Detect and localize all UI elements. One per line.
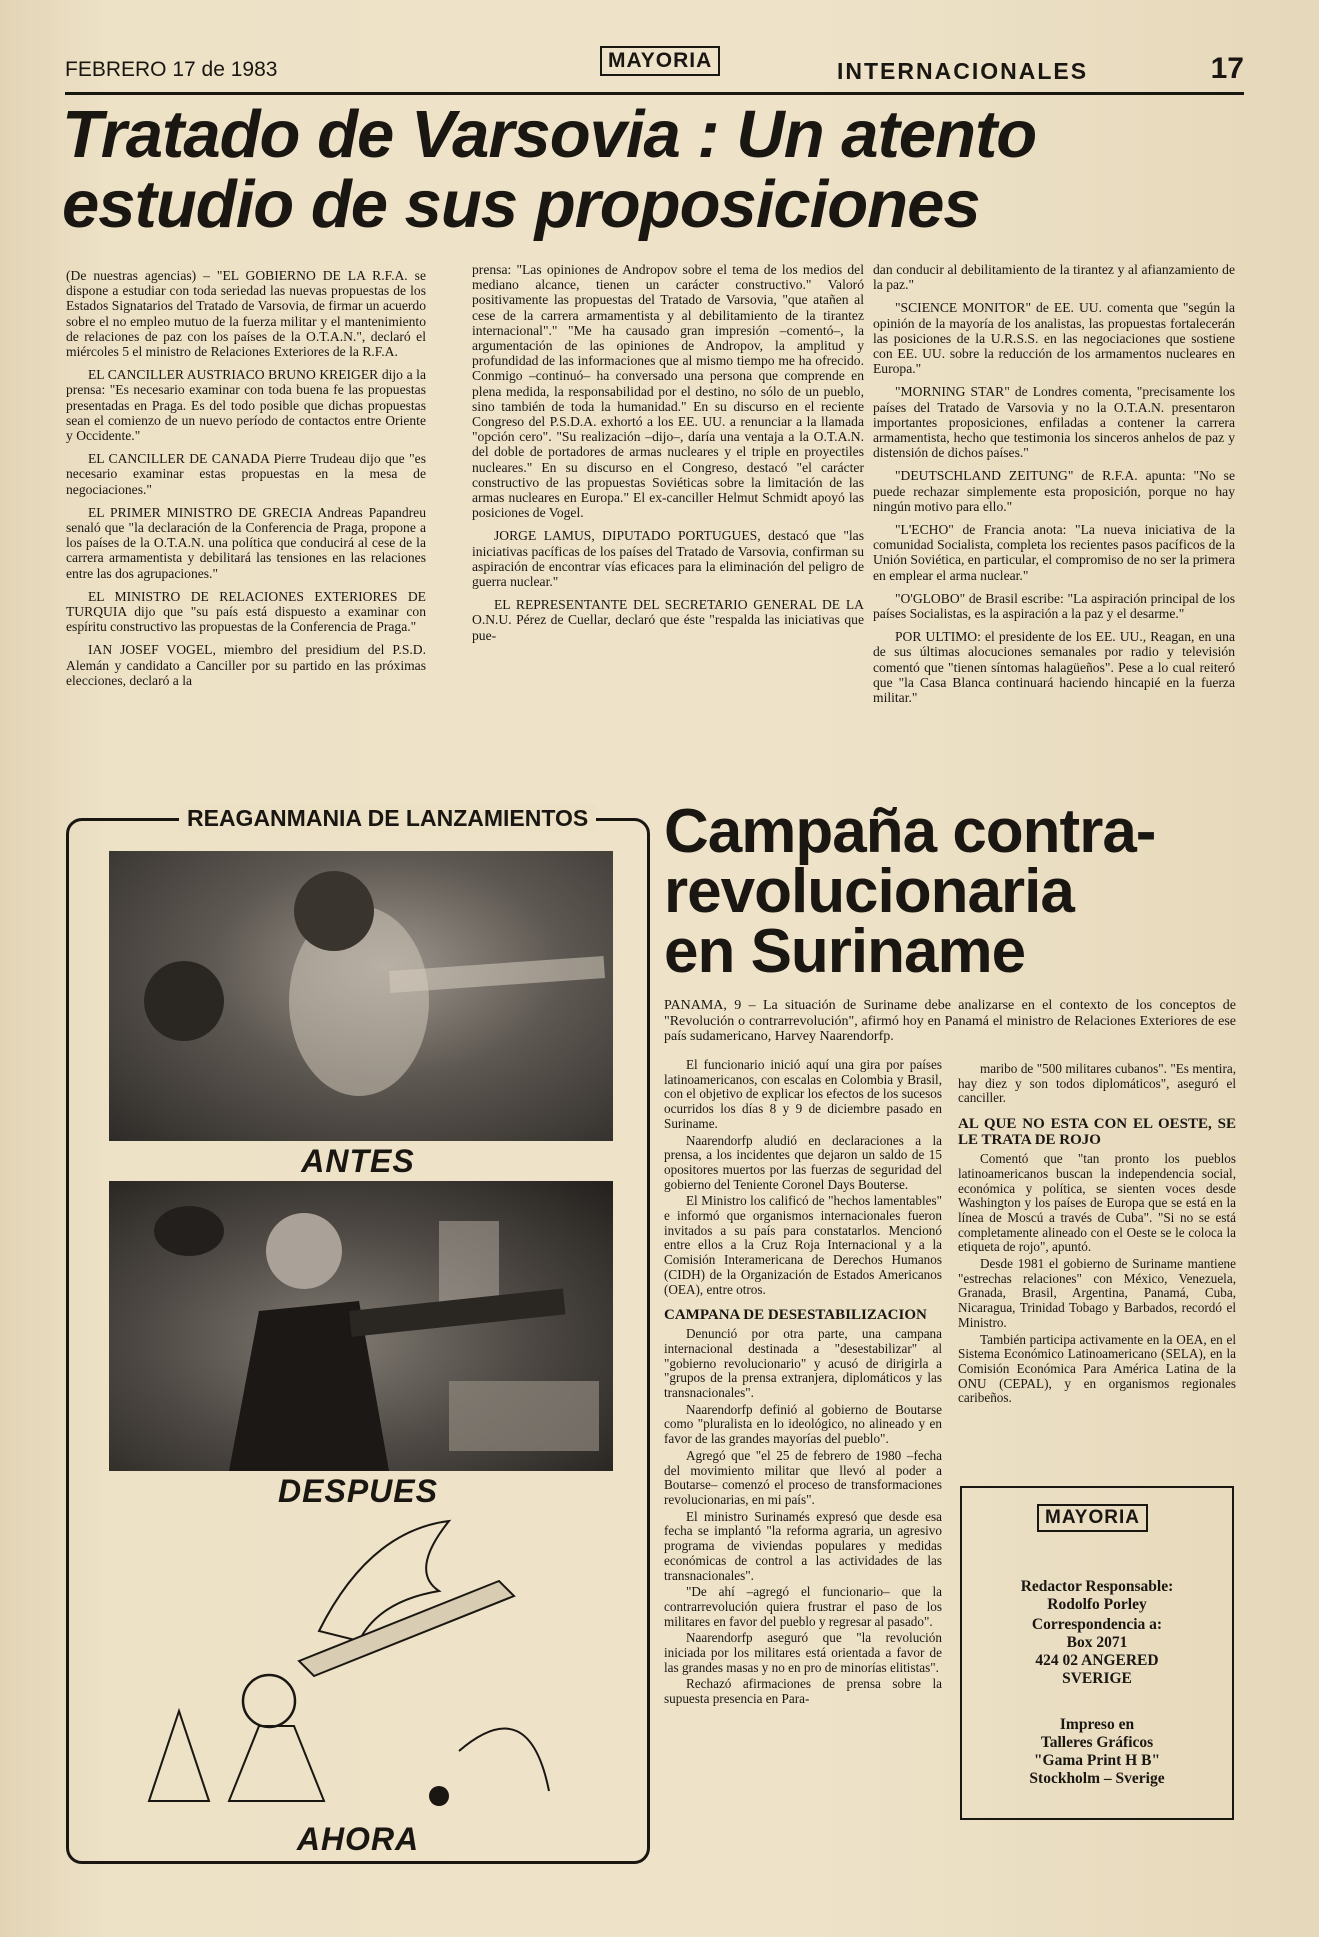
paragraph: EL REPRESENTANTE DEL SECRETARIO GENERAL DE LA O.N.U. Pérez de Cuellar, declaró que éste "respalda las iniciativas que pue-: [472, 597, 864, 643]
paragraph: "O'GLOBO" de Brasil escribe: "La aspiración principal de los países Socialistas, es la aspiración a la paz y el desarme.": [873, 590, 1235, 622]
paragraph: dan conducir al debilitamiento de la tirantez y al afianzamiento de la paz.": [873, 262, 1235, 293]
article2-column-2: [958, 1062, 1236, 1408]
masthead-line: Rodolfo Porley: [1047, 1596, 1147, 1613]
paragraph: Agregó que "el 25 de febrero de 1980 –fecha del movimiento militar que llevó al poder a Boutarse– comenzó el proceso de transformaciones revolucionarias, en mi país".: [664, 1447, 942, 1507]
paragraph: Desde 1981 el gobierno de Suriname mantiene "estrechas relaciones" con México, Venezuela, Granada, Brasil, Argentina, Panamá, Cuba, Nicaragua, Trinidad Tobago y Barbados, recordó el Ministro.: [958, 1256, 1236, 1330]
article2-lede: PANAMA, 9 – La situación de Suriname debe analizarse en el contexto de los conceptos de "Revolución o contrarrevolución", afirmó hoy en Panamá el ministro de Relaciones Exteriores de ese país sudamericano, Harvey Naarendorfp.: [664, 998, 1236, 1044]
reagan-missile-cartoon: [109, 1511, 613, 1811]
cartoon-ahora: [109, 1511, 613, 1811]
paragraph: "De ahí –agregó el funcionario– que la contrarrevolución quiera frustrar el paso de los militares en favor del pueblo y regresar al pasado".: [664, 1584, 942, 1629]
caption-ahora: AHORA: [296, 1821, 420, 1857]
masthead-line: SVERIGE: [1062, 1670, 1132, 1687]
subheading: AL QUE NO ESTA CON EL OESTE, SE LE TRATA DE ROJO: [958, 1116, 1236, 1149]
paragraph: También participa activamente en la OEA, en el Sistema Económico Latinoamericano (SELA), en la Comisión Económica Para América Latina de la ONU (CEPAL), y en organismos regionales caribeños.: [958, 1331, 1236, 1406]
article2-column-1: [664, 1058, 942, 1709]
paragraph: El Ministro los calificó de "hechos lamentables" e informó que organismos internacionales fueron invitados a su país para constatarlos. Mencionó entre ellos a la Cruz Roja Internacional y a la Comisión Interamericana de Derechos Humanos (CIDH) de la Organización de Estados Americanos (OEA), entre otros.: [664, 1193, 942, 1297]
masthead-line: Impreso en: [1059, 1716, 1135, 1733]
caption-antes: ANTES: [301, 1143, 415, 1179]
paragraph: prensa: "Las opiniones de Andropov sobre el tema de los medios del mediano alcance, tienen un carácter constructivo." Valoró positivamente las propuestas del Tratado de Varsovia, "que atañen al cese de la carrera armamentista y al debilitamiento de la tirantez internacional"." "Me ha causado gran impresión –comentó–, la argumentación de las opiniones de Andropov, la amplitud y profundidad de las informaciones que al mismo tiempo me ha ofrecido. Conmigo –continuó– ha conversado una persona que comprende en plena medida, la responsabilidad por el destino, no sólo de un pueblo, sino también de toda la humanidad." En su discurso en el reciente Congreso del P.S.D.A. exhortó a los EE. UU. a renunciar a la llamada "opción cero". "Su realización –dijo–, daría una ventaja a la O.T.A.N. del doble de portadores de armas nucleares y el triple en proyectiles nucleares." En su discurso en el Congreso, destacó "el carácter constructivo de las propuestas Soviéticas sobre la limitación de las armas nucleares en Europa." El ex-canciller Helmut Schmidt apoyó las posiciones de Vogel.: [472, 262, 864, 521]
paragraph: EL CANCILLER AUSTRIACO BRUNO KREIGER dijo a la prensa: "Es necesario examinar con toda buena fe las propuestas presentadas en Praga. Es del todo posible que dichas propuestas sean el comienzo de un nuevo período de contactos entre Oriente y Occidente.": [66, 367, 426, 444]
paragraph: El funcionario inició aquí una gira por países latinoamericanos, con escalas en Colombia y Brasil, con el objetivo de explicar los efectos de los sucesos ocurridos los días 8 y 9 de diciembre pasado en Suriname.: [664, 1057, 942, 1131]
paragraph: Naarendorfp definió al gobierno de Boutarse como "pluralista en lo ideológico, no alineado y en favor de las grandes mayorías del pueblo".: [664, 1401, 942, 1447]
paragraph: maribo de "500 militares cubanos". "Es mentira, hay diez y son todos diplomáticos", aseguró el canciller.: [958, 1061, 1236, 1106]
article1-column-3: [873, 262, 1235, 713]
masthead-logo: MAYORIA: [1037, 1504, 1148, 1532]
article1-headline: [62, 97, 1242, 242]
issue-date: FEBRERO 17 de 1983: [65, 58, 278, 81]
man-in-suit-image: [109, 1181, 613, 1471]
page-header: [65, 49, 1244, 95]
masthead-line: Talleres Gráficos: [1040, 1734, 1154, 1751]
masthead-line: Correspondencia a:: [1031, 1616, 1163, 1633]
headline-line: Tratado de Varsovia : Un atento: [62, 97, 1037, 172]
paragraph: "SCIENCE MONITOR" de EE. UU. comenta que "según la opinión de la mayoría de los analistas, las propuestas fortalecerán las posiciones de la U.R.S.S. en las negociaciones que sostiene con EE. UU. sobre la reducción de los armamentos nucleares en Europa.": [873, 300, 1235, 377]
headline-line: estudio de sus proposiciones: [62, 167, 980, 242]
headline-line: revolucionaria: [664, 857, 1074, 926]
paragraph: "DEUTSCHLAND ZEITUNG" de R.F.A. apunta: "No se puede rechazar simplemente esta proposición, porque no hay ningún motivo para ello.": [873, 468, 1235, 514]
paragraph: POR ULTIMO: el presidente de los EE. UU., Reagan, en una de sus últimas alocuciones semanales por radio y televisión comentó que "tienen síntomas halagüeños". Pese a lo cual reiteró que "la Casa Blanca continuará haciendo hincapié en la fuerza militar.": [873, 629, 1235, 706]
article1-column-1: [66, 268, 426, 696]
subheading: CAMPANA DE DESESTABILIZACION: [664, 1307, 927, 1324]
paragraph: EL CANCILLER DE CANADA Pierre Trudeau dijo que "es necesario examinar estas propuestas en la mesa de negociaciones.": [66, 451, 426, 497]
paragraph: "MORNING STAR" de Londres comenta, "precisamente los países del Tratado de Varsovia y no la O.T.A.N. presentaron importantes proposiciones, enfiladas a contener la carrera armamentista, hecho que testimonia los sinceros anhelos de paz y distensión de dichos países.": [873, 384, 1235, 461]
headline-line: Campaña contra-: [664, 797, 1156, 866]
paragraph: El ministro Surinamés expresó que desde esa fecha se implantó "la reforma agraria, un agresivo programa de viviendas populares y medidas económicas de control a las actividades de las transnacionales".: [664, 1508, 942, 1583]
caption-despues: DESPUES: [278, 1473, 438, 1509]
photo-antes: [109, 851, 613, 1141]
article1-column-2: [472, 262, 864, 651]
masthead-line: Redactor Responsable:: [1020, 1578, 1174, 1595]
masthead-line: Stockholm – Sverige: [1029, 1770, 1165, 1787]
paragraph: Comentó que "tan pronto los pueblos latinoamericanos buscan la independencia social, económica y política, se sienten voces desde Washington y los países de Europa que se está en la línea de Moscú a través de Cuba". "Si no se está completamente alineado con el Oeste se le coloca la etiqueta de rojo", apuntó.: [958, 1151, 1236, 1255]
reaganmania-box: [66, 805, 650, 1864]
paragraph: IAN JOSEF VOGEL, miembro del presidium del P.S.D. Alemán y candidato a Canciller por su partido en las próximas elecciones, declaró a la: [66, 642, 426, 688]
box-title: REAGANMANIA DE LANZAMIENTOS: [179, 805, 596, 832]
masthead-line: Box 2071: [1066, 1634, 1128, 1651]
athlete-silhouette-image: [109, 851, 613, 1141]
paragraph: Denunció por otra parte, una campana internacional destinada a "desestabilizar" al "gobierno revolucionario" y acusó de dirigirla a "grupos de la prensa extranjera, diplomáticos y las transnacionales".: [664, 1326, 942, 1401]
masthead-line: 424 02 ANGERED: [1035, 1652, 1159, 1669]
paragraph: EL MINISTRO DE RELACIONES EXTERIORES DE TURQUIA dijo que "su país está dispuesto a examinar con espíritu constructivo las propuestas de la Conferencia de Praga.": [66, 588, 426, 635]
section-title: INTERNACIONALES: [837, 58, 1089, 84]
paragraph: (De nuestras agencias) – "EL GOBIERNO DE LA R.F.A. se dispone a estudiar con toda seriedad las nuevas propuestas de los Estados Signatarios del Tratado de Varsovia, de firmar un acuerdo sobre el no empleo mutuo de la fuerza militar y el mantenimiento de relaciones de paz con los países de la O.T.A.N.", declaró el miércoles 5 el ministro de Relaciones Exteriores de la R.F.A.: [66, 268, 426, 360]
page-number: 17: [1210, 52, 1244, 85]
paragraph: Naarendorfp aseguró que "la revolución iniciada por los militares está orientada a favor de las grandes masas y no en pro de minorías elitistas".: [664, 1630, 942, 1675]
photo-despues: [109, 1181, 613, 1471]
masthead-line: "Gama Print H B": [1033, 1752, 1161, 1769]
paragraph: Naarendorfp aludió en declaraciones a la prensa, a los incidentes que dejaron un saldo de 15 opositores muertos por las fuerzas de seguridad del gobierno del Teniente Coronel Days Bouterse.: [664, 1132, 942, 1192]
paragraph: JORGE LAMUS, DIPUTADO PORTUGUES, destacó que "las iniciativas pacíficas de los países del Tratado de Varsovia, confirman su aspiración de encontrar vías eficaces para la eliminación del peligro de guerra nuclear.": [472, 528, 864, 590]
headline-line: en Suriname: [664, 917, 1026, 986]
paragraph: Rechazó afirmaciones de prensa sobre la supuesta presencia en Para-: [664, 1676, 942, 1707]
paragraph: "L'ECHO" de Francia anota: "La nueva iniciativa de la comunidad Socialista, completa los recientes pasos pacíficos de la Unión Soviética, en particular, el compromiso de no ser la primera en emplear el arma nuclear.": [873, 522, 1235, 583]
article2-headline: [664, 797, 1264, 986]
newspaper-logo: MAYORIA: [600, 46, 720, 76]
paragraph: EL PRIMER MINISTRO DE GRECIA Andreas Papandreu senaló que "la declaración de la Conferencia de Praga, propone a los países de la O.T.A.N. una política que conducirá al cese de la carrera armamentista y debilitará las tensiones en las relaciones entre las dos agrupaciones.": [66, 504, 426, 581]
masthead-box: [960, 1486, 1234, 1820]
